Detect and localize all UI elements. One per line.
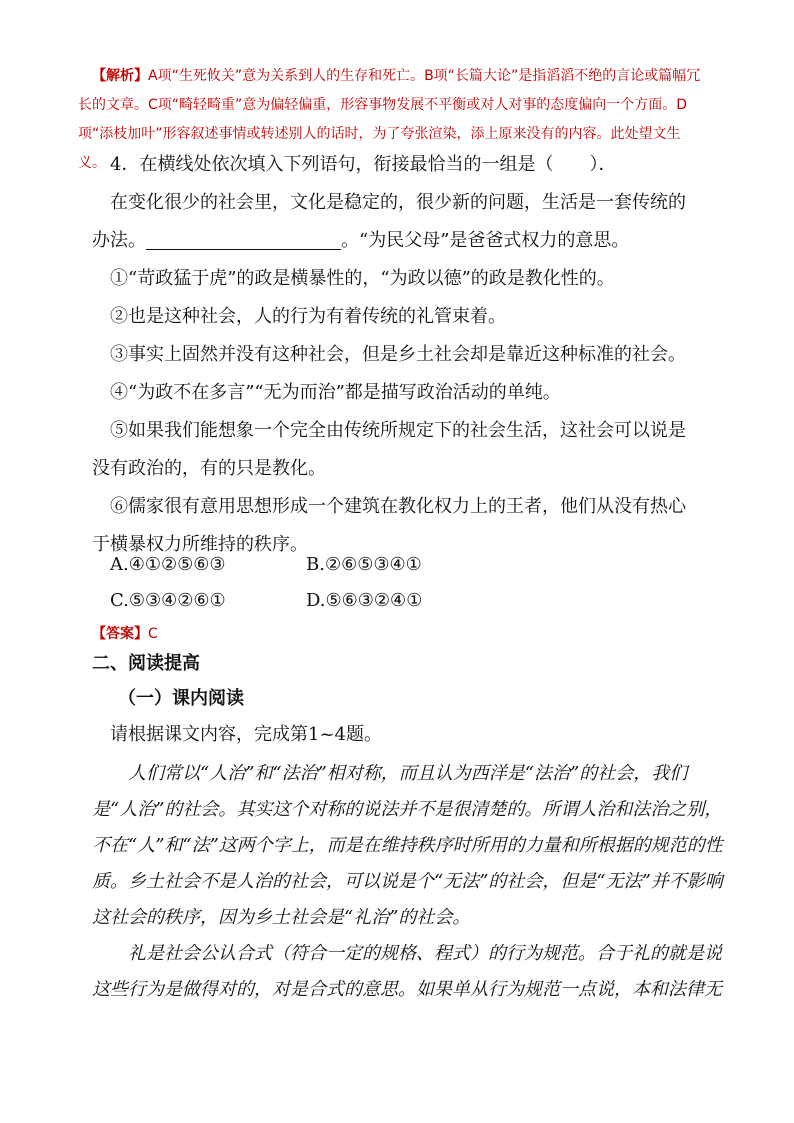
passage-line-2-post: 。“为民父母”是爸爸式权力的意思。 [341,230,630,251]
passage-line-2-pre: 办法。 [92,230,146,251]
section-subheading: （一）课内阅读 [118,688,244,709]
item-1: ①“苛政猛于虎”的政是横暴性的，“为政以德”的政是教化性的。 [110,268,615,289]
item-6-line-1: ⑥儒家很有意用思想形成一个建筑在教化权力上的王者，他们从没有热心 [110,496,686,517]
item-6-line-2: 于横暴权力所维持的秩序。 [92,534,308,555]
reading-paragraph-2: 礼是社会公认合式（符合一定的规格、程式）的行为规范。合于礼的就是说这些行为是做得对的，对是合式的意思。如果单从行为规范一点说，本和法律无 [92,943,722,1000]
analysis-tag: 【解析】 [92,68,148,84]
item-2: ②也是这种社会，人的行为有着传统的礼管束着。 [110,306,506,327]
passage-line-2 [92,222,702,260]
question-4-stem: 4．在横线处依次填入下列语句，衔接最恰当的一组是（ ）． [110,154,617,175]
answer-value: C [148,626,158,642]
item-5-line-2: 没有政治的，有的只是教化。 [92,458,326,479]
item-3: ③事实上固然并没有这种社会，但是乡土社会却是靠近这种标准的社会。 [110,344,686,365]
item-5-line-1: ⑤如果我们能想象一个完全由传统所规定下的社会生活，这社会可以说是 [110,420,686,441]
analysis-text: A项“生死攸关”意为关系到人的生存和死亡。B项“长篇大论”是指滔滔不绝的言论或篇幅冗长的文章。C项“畸轻畸重”意为偏轻偏重，形容事物发展不平衡或对人对事的态度偏向一个方面。D项“添枝加叶”形容叙述事情或转述别人的话时，为了夸张渲染，添上原来没有的内容。此处望文生义。 [78,68,701,171]
option-c[interactable]: C.⑤③④②⑥① [110,590,226,611]
answer-block [92,620,158,649]
passage-line-1: 在变化很少的社会里，文化是稳定的，很少新的问题，生活是一套传统的 [110,192,686,213]
options-row-2 [110,582,422,620]
reading-paragraph-1: 人们常以“人治”和“法治”相对称，而且认为西洋是“法治”的社会，我们是“人治”的社会。其实这个对称的说法并不是很清楚的。所谓人治和法治之别，不在“人”和“法”这两个字上，而是在维持秩序时所用的力量和所根据的规范的性质。乡土社会不是人治的社会，可以说是个“无法”的社会，但是“无法”并不影响这社会的秩序，因为乡土社会是“礼治”的社会。 [92,763,723,928]
reading-instruction: 请根据课文内容，完成第1~4题。 [110,724,382,745]
section-heading: 二、阅读提高 [92,653,200,674]
option-a[interactable]: A.④①②⑤⑥③ [110,554,226,575]
item-4: ④“为政不在多言”“无为而治”都是描写政治活动的单纯。 [110,382,561,403]
answer-blank[interactable] [146,229,341,250]
option-b[interactable]: B.②⑥⑤③④① [306,554,422,575]
option-d[interactable]: D.⑤⑥③②④① [306,590,423,611]
answer-tag: 【答案】 [92,626,148,642]
options-row-1 [110,546,422,584]
